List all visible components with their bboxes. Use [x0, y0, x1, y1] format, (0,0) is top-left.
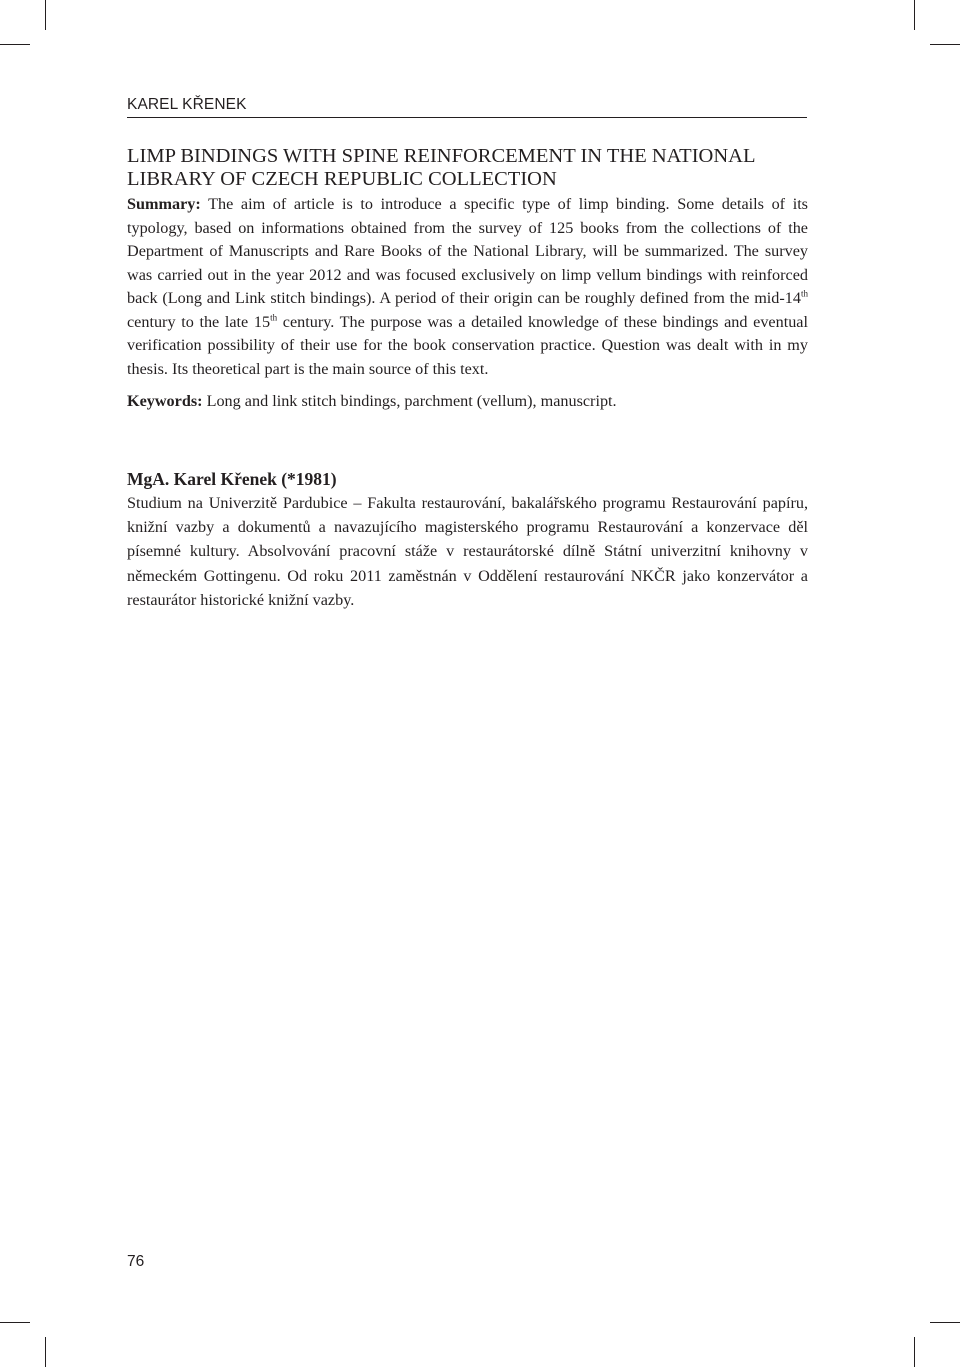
summary-text-3: century. The purpose was a detailed knowledge of these bindings and eventual verification possibility of their use for the book conservation practice. Question was dealt with in my thesis. Its theoretical part is the main source of this text. — [127, 312, 808, 378]
page-number: 76 — [127, 1253, 145, 1270]
summary-label: Summary: — [127, 195, 201, 213]
keywords-paragraph — [127, 390, 808, 414]
crop-mark — [0, 44, 30, 45]
keywords-text: Long and link stitch bindings, parchment (vellum), manuscript. — [206, 392, 617, 410]
crop-mark — [930, 1322, 960, 1323]
crop-mark — [914, 1337, 915, 1367]
article-title: LIMP BINDINGS WITH SPINE REINFORCEMENT IN THE NATIONAL LIBRARY OF CZECH REPUBLIC COLLECTION — [127, 145, 755, 190]
superscript: th — [270, 312, 278, 323]
running-header — [127, 96, 807, 118]
summary-paragraph — [127, 193, 808, 381]
author-bio-text: Studium na Univerzitě Pardubice – Fakulta restaurování, bakalářského programu Restaurování papíru, knižní vazby a dokumentů a navazujícího magisterského programu Restaurování a konzervace děl písemné kultury. Absolvování pracovní stáže v restaurátorské dílně Státní univerzitní knihovny v německém Gottingenu. Od roku 2011 zaměstnán v Oddělení restaurování NKČR jako konzervátor a restaurátor historické knižní vazby. — [127, 494, 808, 609]
summary-text-1: The aim of article is to introduce a specific type of limp binding. Some details of its typology, based on informations obtained from the survey of 125 books from the collections of the Department of Manuscripts and Rare Books of the National Library, will be summarized. The survey was carried out in the year 2012 and was focused exclusively on limp vellum bindings with reinforced back (Long and Link stitch bindings). A period of their origin can be roughly defined from the mid-14 — [127, 195, 808, 307]
crop-mark — [0, 1322, 30, 1323]
crop-mark — [45, 0, 46, 30]
author-bio-heading: MgA. Karel Křenek (*1981) — [127, 469, 337, 489]
crop-mark — [914, 0, 915, 30]
header-author: KAREL KŘENEK — [127, 96, 247, 113]
crop-mark — [45, 1337, 46, 1367]
superscript: th — [800, 288, 808, 299]
keywords-label: Keywords: — [127, 392, 203, 410]
crop-mark — [930, 44, 960, 45]
summary-text-2: century to the late 15 — [127, 312, 271, 331]
